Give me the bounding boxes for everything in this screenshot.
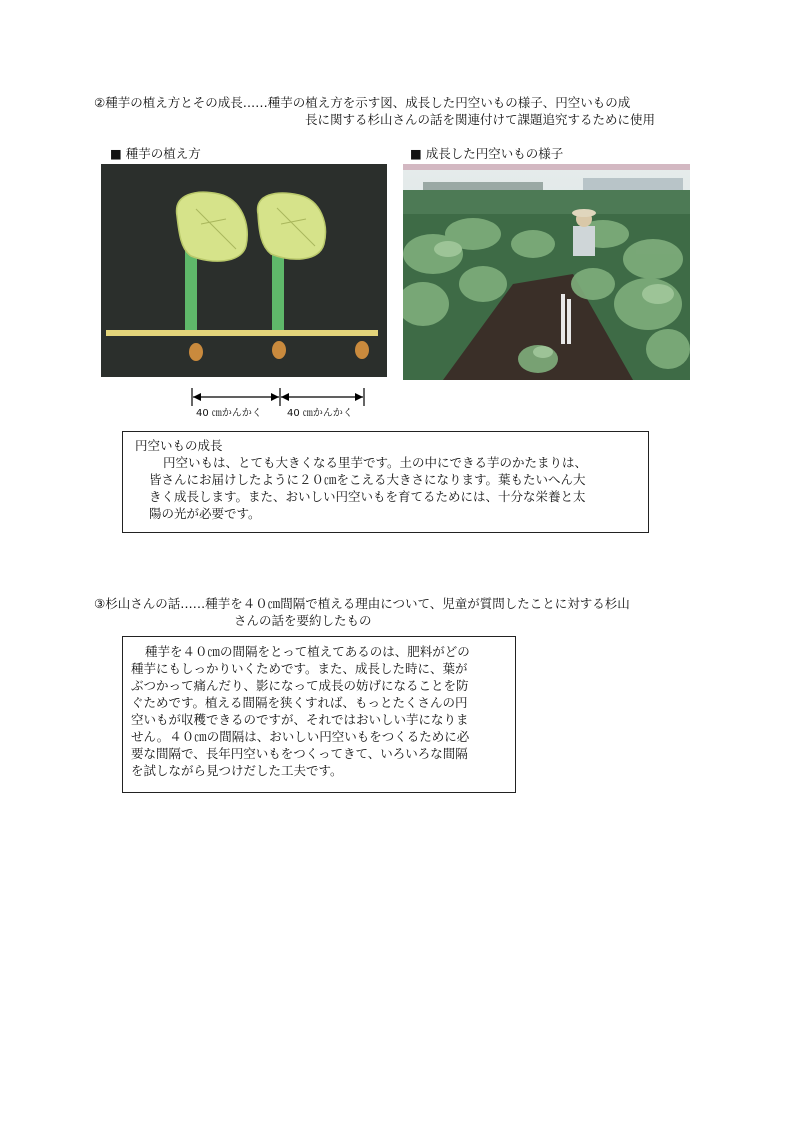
talk-box-line: せん。４０㎝の間隔は、おいしい円空いもをつくるために必 [131,729,470,744]
planting-diagram [101,164,387,377]
seed-potato [272,341,286,359]
growth-box-line: きく成長します。また、おいしい円空いもを育てるためには、十分な栄養と太 [149,489,586,504]
section3-heading-line2: さんの話を要約したもの [234,613,372,628]
spacing-label-2: 40 ㎝かんかく [287,408,353,419]
growth-box-line: 円空いもは、とても大きくなる里芋です。土の中にできる芋のかたまりは、 [163,455,588,470]
section2-heading-line2: 長に関する杉山さんの話を関連付けて課題追究するために使用 [305,112,656,127]
talk-box-line: 空いもが収穫できるのですが、それではおいしい芋になりま [131,712,469,727]
spacing-label-1: 40 ㎝かんかく [196,408,262,419]
talk-box-line: 種芋を４０㎝の間隔をとって植えてあるのは、肥料がどの [145,644,470,659]
growth-box-line: 陽の光が必要です。 [149,506,261,521]
talk-box-line: 要な間隔で、長年円空いもをつくってきて、いろいろな間隔 [131,746,468,761]
taro-field-photo [403,164,690,380]
stem-left [185,249,197,331]
ground-line [106,330,378,336]
blackboard-background [101,164,387,377]
seed-potato [189,343,203,361]
section3-heading-line1: ③杉山さんの話‥‥‥種芋を４０㎝間隔で植える理由について、児童が質問したことに対する杉山 [94,596,630,611]
talk-box-line: ぶつかって痛んだり、影になって成長の妨げになることを防 [131,678,469,693]
talk-box-line: ぐためです。植える間隔を狭くすれば、もっとたくさんの円 [131,695,468,710]
section2-heading-line1: ②種芋の植え方とその成長‥‥‥種芋の植え方を示す図、成長した円空いもの様子、円空いもの成 [94,95,631,110]
growth-box-title: 円空いもの成長 [135,438,223,453]
sugiyama-talk-box [122,636,516,793]
talk-box-line: 種芋にもしっかりいくためです。また、成長した時に、葉が [131,661,468,676]
growth-info-box [122,431,649,533]
caption-growth: ■ 成長した円空いもの様子 [410,146,564,161]
growth-box-line: 皆さんにお届けしたように２０㎝をこえる大きさになります。葉もたいへん大 [149,472,586,487]
talk-box-line: を試しながら見つけだした工夫です。 [131,763,343,778]
caption-planting: ■ 種芋の植え方 [110,146,201,161]
seed-potato [355,341,369,359]
spacing-arrows [188,386,368,408]
stem-right [272,249,284,331]
